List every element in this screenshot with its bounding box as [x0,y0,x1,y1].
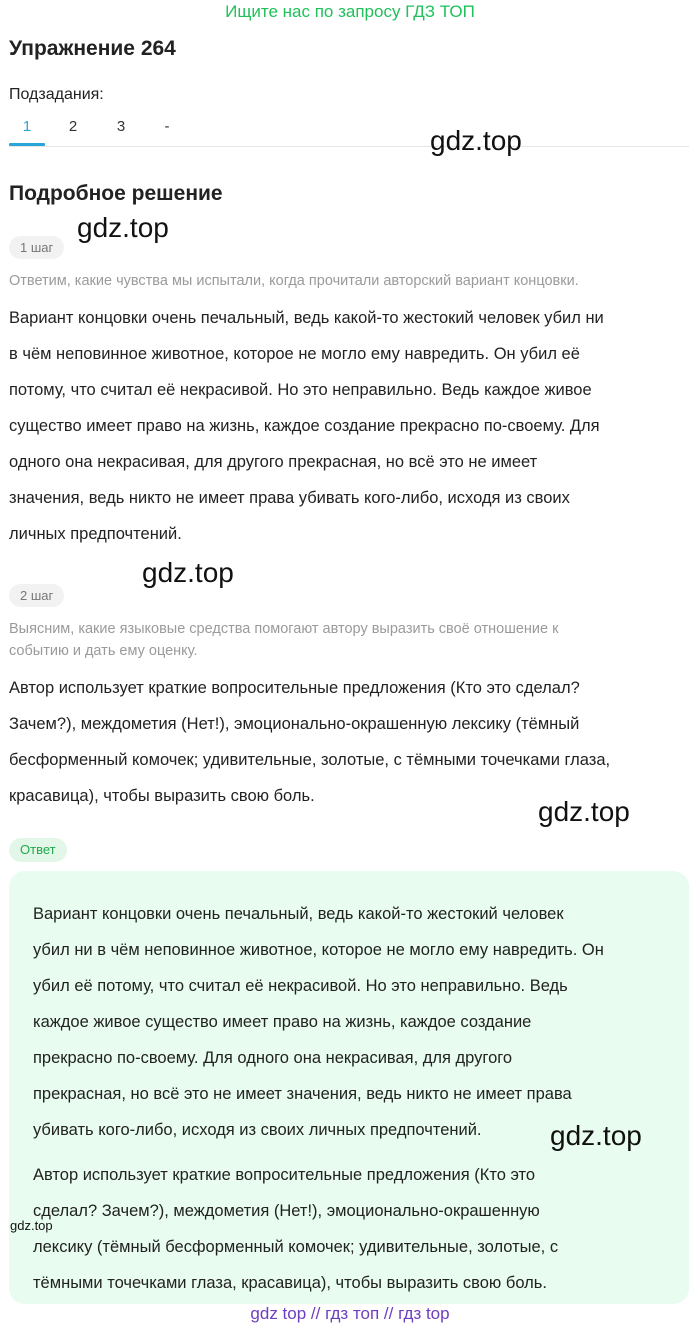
answer-line: убил ни в чём неповинное животное, которое не могло ему навредить. Он [33,941,604,959]
watermark: gdz.top [77,212,169,243]
hint-line: Выясним, какие языковые средства помогают автору выразить своё отношение к [9,621,559,637]
solution-title: Подробное решение [9,182,223,205]
answer-badge: Ответ [9,838,67,862]
text-line: Автор использует краткие вопросительные предложения (Кто это сделал? [9,679,580,697]
subtask-tab-3[interactable]: 3 [116,118,126,135]
answer-line: сделал? Зачем?), междометия (Нет!), эмоционально-окрашенную [33,1202,540,1220]
text-line: Вариант концовки очень печальный, ведь какой-то жестокий человек убил ни [9,309,604,327]
subtasks-label: Подзадания: [9,86,104,103]
watermark: gdz.top [142,557,234,588]
subtask-tab-1[interactable]: 1 [22,118,32,135]
text-line: существо имеет право на жизнь, каждое создание прекрасно по-своему. Для [9,417,600,435]
watermark: gdz.top [550,1120,642,1151]
text-line: Зачем?), междометия (Нет!), эмоционально-окрашенную лексику (тёмный [9,715,580,733]
answer-line: каждое живое существо имеет право на жизнь, каждое создание [33,1013,532,1031]
watermark: gdz.top [538,796,630,827]
step-1-text [9,300,689,552]
top-banner[interactable]: Ищите нас по запросу ГДЗ ТОП [225,2,475,21]
answer-line: тёмными точечками глаза, красавица), чтобы выразить свою боль. [33,1274,547,1292]
step-2-text [9,670,689,814]
text-line: бесформенный комочек; удивительные, золотые, с тёмными точечками глаза, [9,751,611,769]
answer-line: лексику (тёмный бесформенный комочек; удивительные, золотые, с [33,1238,559,1256]
text-line: потому, что считал её некрасивой. Но это неправильно. Ведь каждое живое [9,381,592,399]
answer-line: Вариант концовки очень печальный, ведь какой-то жестокий человек [33,905,564,923]
answer-paragraph-2 [33,1157,673,1301]
active-tab-indicator [9,143,45,146]
answer-paragraph-1 [33,896,673,1148]
text-line: личных предпочтений. [9,525,182,543]
text-line: красавица), чтобы выразить свою боль. [9,787,315,805]
answer-line: убивать кого-либо, исходя из своих личных предпочтений. [33,1121,482,1139]
text-line: одного она некрасивая, для другого прекрасная, но всё это не имеет [9,453,538,471]
watermark-small: gdz.top [10,1218,53,1233]
step-2-hint [9,618,681,662]
answer-line: прекрасная, но всё это не имеет значения, ведь никто не имеет права [33,1085,572,1103]
answer-line: Автор использует краткие вопросительные предложения (Кто это [33,1166,536,1184]
answer-line: прекрасно по-своему. Для одного она некрасивая, для другого [33,1049,513,1067]
step-1-hint: Ответим, какие чувства мы испытали, когда прочитали авторский вариант концовки. [9,273,579,289]
step-1-badge: 1 шаг [9,236,64,259]
subtask-tab-2[interactable]: 2 [68,118,78,135]
step-2-badge: 2 шаг [9,584,64,607]
watermark: gdz.top [430,125,522,156]
answer-line: убил её потому, что считал её некрасивой. Но это неправильно. Ведь [33,977,568,995]
footer-links[interactable]: gdz top // гдз топ // гдз top [250,1304,450,1323]
exercise-title: Упражнение 264 [9,37,176,60]
subtask-tabs [9,112,689,147]
subtask-tab-more[interactable]: - [164,118,170,135]
text-line: значения, ведь никто не имеет права убивать кого-либо, исходя из своих [9,489,570,507]
text-line: в чём неповинное животное, которое не могло ему навредить. Он убил её [9,345,580,363]
hint-line: событию и дать ему оценку. [9,643,198,659]
